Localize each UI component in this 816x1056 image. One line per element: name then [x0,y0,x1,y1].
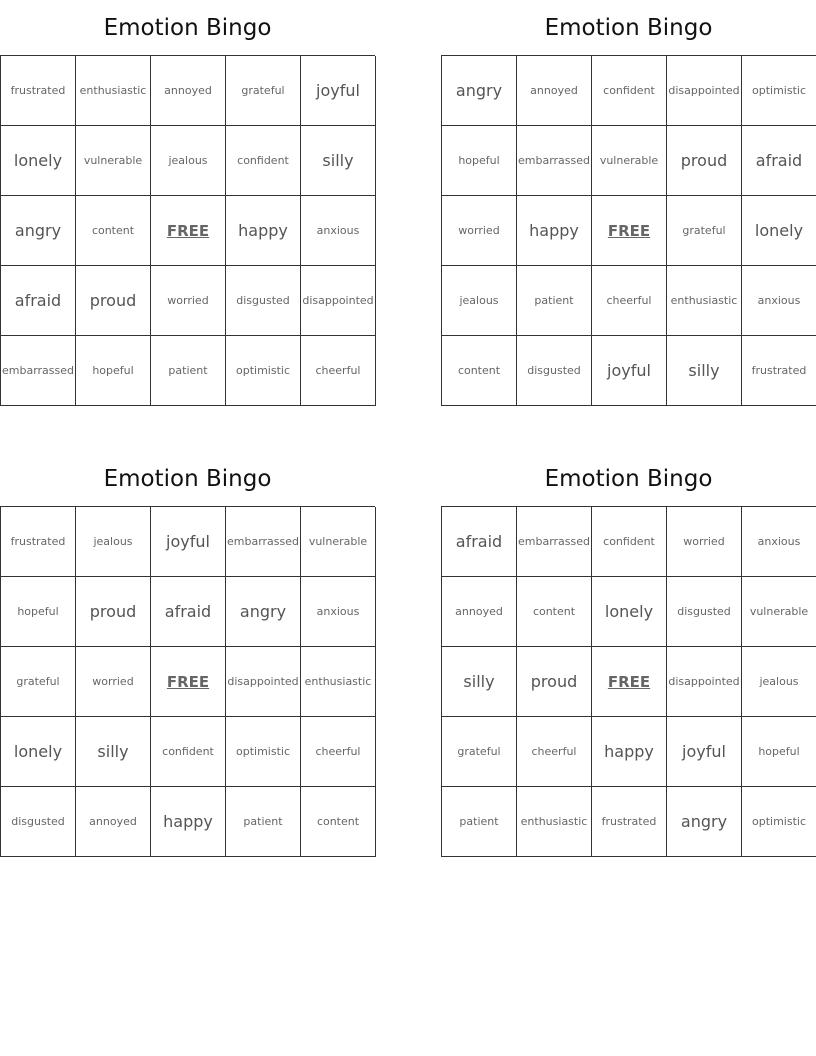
bingo-cell: silly [442,647,517,717]
bingo-cell: frustrated [592,787,667,857]
bingo-cell: embarrassed [517,507,592,577]
free-space-cell: FREE [592,647,667,717]
bingo-cell: proud [517,647,592,717]
bingo-cell: content [76,196,151,266]
bingo-cell: happy [592,717,667,787]
bingo-card-3 [0,451,375,857]
bingo-cell: enthusiastic [76,56,151,126]
bingo-cell: frustrated [1,507,76,577]
bingo-cell: confident [592,507,667,577]
bingo-cell: patient [151,336,226,406]
bingo-card-2 [441,0,816,406]
bingo-cell: vulnerable [592,126,667,196]
bingo-grid [0,55,375,406]
bingo-cell: worried [667,507,742,577]
bingo-cell: confident [151,717,226,787]
bingo-cell: confident [226,126,301,196]
bingo-cell: proud [76,577,151,647]
bingo-cell: lonely [1,126,76,196]
bingo-cell: disgusted [1,787,76,857]
card-title: Emotion Bingo [103,15,272,41]
bingo-cell: cheerful [301,717,376,787]
bingo-cell: cheerful [517,717,592,787]
bingo-cell: optimistic [742,787,816,857]
bingo-cell: hopeful [442,126,517,196]
bingo-cell: enthusiastic [517,787,592,857]
bingo-cell: worried [151,266,226,336]
bingo-cell: annoyed [442,577,517,647]
bingo-cell: frustrated [742,336,816,406]
bingo-cell: jealous [151,126,226,196]
bingo-cell: optimistic [742,56,816,126]
bingo-cell: anxious [742,266,816,336]
bingo-cell: vulnerable [742,577,816,647]
bingo-cell: annoyed [517,56,592,126]
free-space-cell: FREE [151,647,226,717]
bingo-cell: lonely [1,717,76,787]
bingo-cell: happy [151,787,226,857]
bingo-cell: disappointed [667,647,742,717]
bingo-cell: annoyed [76,787,151,857]
bingo-cell: anxious [742,507,816,577]
bingo-cell: patient [442,787,517,857]
bingo-cell: happy [226,196,301,266]
bingo-cell: afraid [442,507,517,577]
bingo-grid [0,506,375,857]
bingo-cell: silly [301,126,376,196]
bingo-cell: hopeful [76,336,151,406]
bingo-cell: disappointed [667,56,742,126]
card-title: Emotion Bingo [544,466,713,492]
card-title: Emotion Bingo [544,15,713,41]
bingo-cell: content [301,787,376,857]
bingo-cell: afraid [1,266,76,336]
bingo-grid [441,506,816,857]
bingo-cell: afraid [151,577,226,647]
bingo-cell: anxious [301,196,376,266]
bingo-cell: jealous [742,647,816,717]
free-space-cell: FREE [592,196,667,266]
bingo-cell: worried [76,647,151,717]
bingo-cell: patient [517,266,592,336]
bingo-cell: cheerful [301,336,376,406]
bingo-cell: disgusted [226,266,301,336]
bingo-cell: grateful [667,196,742,266]
bingo-cell: proud [667,126,742,196]
bingo-cell: cheerful [592,266,667,336]
bingo-card-1 [0,0,375,406]
card-title: Emotion Bingo [103,466,272,492]
bingo-cell: vulnerable [76,126,151,196]
bingo-cell: angry [1,196,76,266]
bingo-cell: confident [592,56,667,126]
bingo-cell: grateful [442,717,517,787]
bingo-cell: embarrassed [1,336,76,406]
bingo-cell: frustrated [1,56,76,126]
bingo-cell: content [517,577,592,647]
bingo-cell: content [442,336,517,406]
bingo-cell: hopeful [742,717,816,787]
bingo-cell: afraid [742,126,816,196]
bingo-cell: jealous [76,507,151,577]
bingo-cell: lonely [592,577,667,647]
bingo-cell: disgusted [667,577,742,647]
bingo-cell: enthusiastic [301,647,376,717]
bingo-cell: lonely [742,196,816,266]
bingo-cell: joyful [592,336,667,406]
bingo-cell: proud [76,266,151,336]
bingo-cell: happy [517,196,592,266]
free-space-cell: FREE [151,196,226,266]
bingo-cell: patient [226,787,301,857]
bingo-cell: enthusiastic [667,266,742,336]
bingo-cell: anxious [301,577,376,647]
bingo-cell: silly [667,336,742,406]
bingo-cell: joyful [667,717,742,787]
bingo-cell: hopeful [1,577,76,647]
bingo-grid [441,55,816,406]
bingo-cell: optimistic [226,717,301,787]
bingo-cell: worried [442,196,517,266]
bingo-cell: disgusted [517,336,592,406]
bingo-cell: embarrassed [517,126,592,196]
bingo-cell: silly [76,717,151,787]
bingo-cell: disappointed [301,266,376,336]
bingo-cell: disappointed [226,647,301,717]
bingo-cell: angry [442,56,517,126]
bingo-cell: jealous [442,266,517,336]
bingo-cell: optimistic [226,336,301,406]
bingo-cell: vulnerable [301,507,376,577]
bingo-cell: grateful [1,647,76,717]
bingo-cell: angry [667,787,742,857]
bingo-cell: joyful [151,507,226,577]
bingo-card-4 [441,451,816,857]
bingo-cell: grateful [226,56,301,126]
bingo-cell: joyful [301,56,376,126]
bingo-cell: angry [226,577,301,647]
bingo-cell: embarrassed [226,507,301,577]
bingo-cell: annoyed [151,56,226,126]
